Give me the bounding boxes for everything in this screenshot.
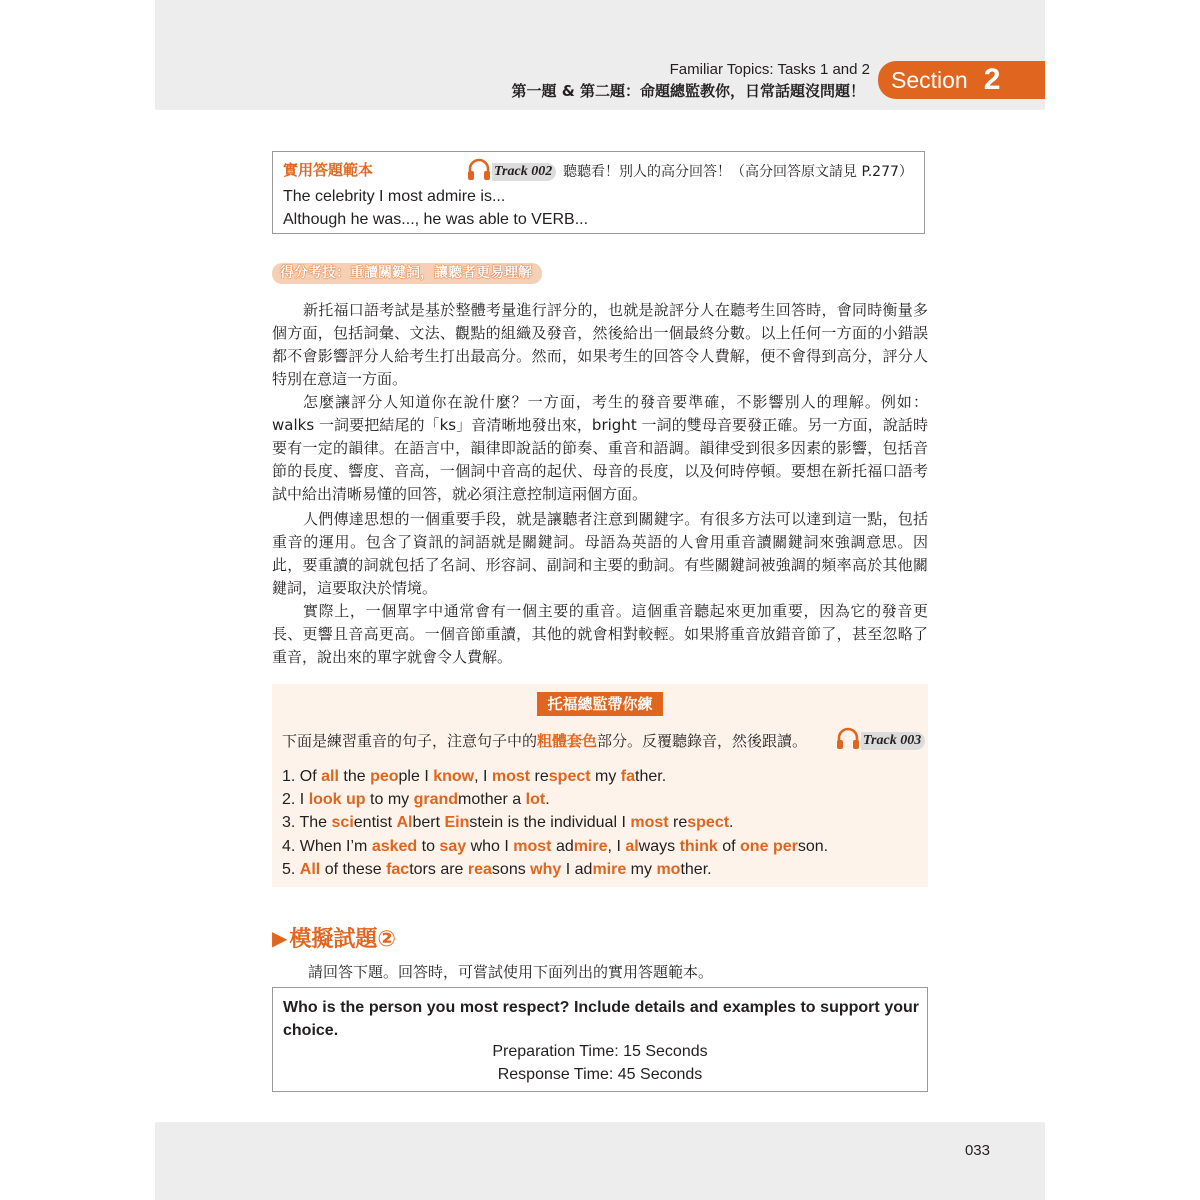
sentence-text: ways xyxy=(638,837,680,855)
stressed-syllable: mire xyxy=(592,860,627,878)
sentence-text: ther. xyxy=(680,860,712,878)
stressed-syllable: spect xyxy=(548,768,591,785)
section-word: Section xyxy=(891,66,968,93)
mock-test-title xyxy=(272,922,396,953)
practice-title: 托福總監帶你練 xyxy=(537,692,663,716)
stressed-syllable: Al xyxy=(396,814,413,832)
sentence-text: entist xyxy=(353,814,397,832)
practice-sentence xyxy=(282,811,828,834)
paragraph: 實際上，一個單字中通常會有一個主要的重音。這個重音聽起來更加重要，因為它的發音更長、更響且音高更高。一個音節重讀，其他的就會相對較輕。如果將重音放錯音節了，甚至忽略了重音，說出來的單字就會令人費解。 xyxy=(272,602,928,666)
stressed-syllable: All xyxy=(299,860,321,878)
sentence-text: the xyxy=(338,768,371,785)
header-title-en: Familiar Topics: Tasks 1 and 2 xyxy=(669,61,870,78)
sentence-text: 1. Of xyxy=(282,768,322,785)
sentence-text: 3. The xyxy=(282,814,332,832)
headphones-icon xyxy=(835,726,861,756)
sentence-text: 4. When I’m xyxy=(282,837,372,855)
track-003-badge[interactable] xyxy=(835,726,925,756)
tip-label: 得分考技：重讀關鍵詞，讓聽者更易理解 xyxy=(272,263,542,284)
stressed-syllable: know xyxy=(433,768,475,785)
stressed-syllable: all xyxy=(321,768,339,785)
stressed-syllable: rea xyxy=(467,860,492,878)
sample-line: The celebrity I most admire is... xyxy=(283,188,506,205)
stressed-syllable: fa xyxy=(620,768,636,785)
practice-sentence-list xyxy=(282,765,828,881)
track-label: Track 002 xyxy=(492,163,556,181)
book-page xyxy=(155,0,1045,1200)
sample-answer-box xyxy=(272,151,925,234)
stressed-syllable: peo xyxy=(370,768,399,785)
practice-box xyxy=(272,684,928,887)
response-time: Response Time: 45 Seconds xyxy=(497,1066,703,1083)
sentence-text: . xyxy=(545,791,550,809)
sentence-text: ad xyxy=(551,837,574,855)
sentence-text: to my xyxy=(365,791,414,809)
sentence-text: bert xyxy=(412,814,445,832)
question-text: Who is the person you most respect? Include details and examples to support your choice. xyxy=(283,999,919,1039)
page-number: 033 xyxy=(964,1142,990,1159)
stressed-syllable: sci xyxy=(331,814,354,832)
stressed-syllable: most xyxy=(513,837,552,855)
sample-line: Although he was..., he was able to VERB... xyxy=(283,211,589,228)
instruction-text: 部分。反覆聽錄音，然後跟讀。 xyxy=(597,732,808,750)
paragraph: 人們傳達思想的一個重要手段，就是讓聽者注意到關鍵字。有很多方法可以達到這一點，包括重音的運用。包含了資訊的詞語就是關鍵詞。母語為英語的人會用重音讀關鍵詞來強調意思。因此，要重讀的詞就包括了名詞、形容詞、副詞和主要的動詞。有些關鍵詞被強調的頻率高於其他關鍵詞，這要取決於情境。 xyxy=(272,510,928,597)
stressed-syllable: grand xyxy=(413,791,459,809)
sentence-text: tors are xyxy=(409,860,468,878)
paragraph: 怎麼讓評分人知道你在說什麼？一方面，考生的發音要準確，不影響別人的理解。例如：walks 一詞要把結尾的「ks」音清晰地發出來，bright 一詞的雙母音要發正確。另一方面，說話時要有一定的韻律。在語言中，韻律即說話的節奏、重音和語調。韻律受到很多因素的影響，包括音節的長度、響度、音高，一個詞中音高的起伏、母音的長度，以及何時停頓。要想在新托福口語考試中給出清晰易懂的回答，就必須注意控制這兩個方面。 xyxy=(272,393,928,503)
track-002-badge[interactable] xyxy=(466,157,556,187)
stressed-syllable: Ein xyxy=(444,814,470,832)
sentence-text: re xyxy=(530,768,549,785)
practice-sentence xyxy=(282,835,828,858)
sentence-text: mother a xyxy=(458,791,526,809)
section-number: 2 xyxy=(983,63,1001,96)
stressed-syllable: mo xyxy=(656,860,681,878)
sentence-text: . xyxy=(729,814,734,832)
stressed-syllable: why xyxy=(530,860,562,878)
stressed-syllable: per xyxy=(772,837,798,855)
sentence-text: , I xyxy=(474,768,492,785)
practice-sentence xyxy=(282,765,828,788)
sentence-text: to xyxy=(417,837,440,855)
headphones-icon xyxy=(466,157,492,187)
stressed-syllable: lot xyxy=(525,791,546,809)
sentence-text: of these xyxy=(320,860,387,878)
stressed-syllable: most xyxy=(491,768,531,785)
paragraph: 新托福口語考試是基於整體考量進行評分的，也就是說評分人在聽考生回答時，會同時衡量多個方面，包括詞彙、文法、觀點的組織及發音，然後給出一個最終分數。以上任何一方面的小錯誤都不會影響評分人給考生打出最高分。然而，如果考生的回答令人費解，便不會得到高分，評分人特別在意這一方面。 xyxy=(272,301,928,388)
stressed-syllable: asked xyxy=(371,837,418,855)
preparation-time: Preparation Time: 15 Seconds xyxy=(492,1043,708,1060)
stressed-syllable: al xyxy=(625,837,639,855)
sentence-text: stein is the individual I xyxy=(469,814,631,832)
mock-test-intro: 請回答下題。回答時，可嘗試使用下面列出的實用答題範本。 xyxy=(308,963,714,981)
sentence-text: re xyxy=(668,814,688,832)
stressed-syllable: say xyxy=(439,837,467,855)
stressed-syllable: one xyxy=(740,837,769,855)
sentence-text: sons xyxy=(491,860,531,878)
track-label: Track 003 xyxy=(861,732,925,750)
header-title-zh: 第一題 & 第二題：命題總監教你，日常話題沒問題！ xyxy=(511,82,865,100)
sentence-text: 2. I xyxy=(282,791,309,809)
sentence-text: who I xyxy=(466,837,514,855)
stressed-syllable: think xyxy=(679,837,718,855)
sentence-text: my xyxy=(590,768,621,785)
practice-instruction xyxy=(282,730,807,751)
question-box xyxy=(272,987,928,1092)
practice-sentence xyxy=(282,788,828,811)
footer-band xyxy=(155,1122,1045,1200)
sentence-text: 5. xyxy=(282,860,300,878)
instruction-highlight: 粗體套色 xyxy=(537,732,598,750)
mock-test-title-text: 模擬試題② xyxy=(289,927,397,952)
instruction-text: 下面是練習重音的句子，注意句子中的 xyxy=(282,732,538,750)
sentence-text: ther. xyxy=(635,768,667,785)
listen-instruction: 聽聽看！別人的高分回答！（高分回答原文請見 P.277） xyxy=(563,164,913,180)
stressed-syllable: spect xyxy=(687,814,730,832)
stressed-syllable: fac xyxy=(386,860,410,878)
practice-sentence xyxy=(282,858,828,881)
sentence-text: of xyxy=(717,837,741,855)
sentence-text: my xyxy=(626,860,657,878)
triangle-icon: ▶ xyxy=(272,925,288,950)
sentence-text: , I xyxy=(607,837,626,855)
sentence-text: ple I xyxy=(398,768,434,785)
section-tab xyxy=(878,61,1045,99)
stressed-syllable: mire xyxy=(573,837,608,855)
sample-answer-title: 實用答題範本 xyxy=(283,161,374,179)
stressed-syllable: most xyxy=(630,814,669,832)
sentence-text: I ad xyxy=(561,860,593,878)
sentence-text: son. xyxy=(797,837,829,855)
stressed-syllable: look up xyxy=(308,791,366,809)
